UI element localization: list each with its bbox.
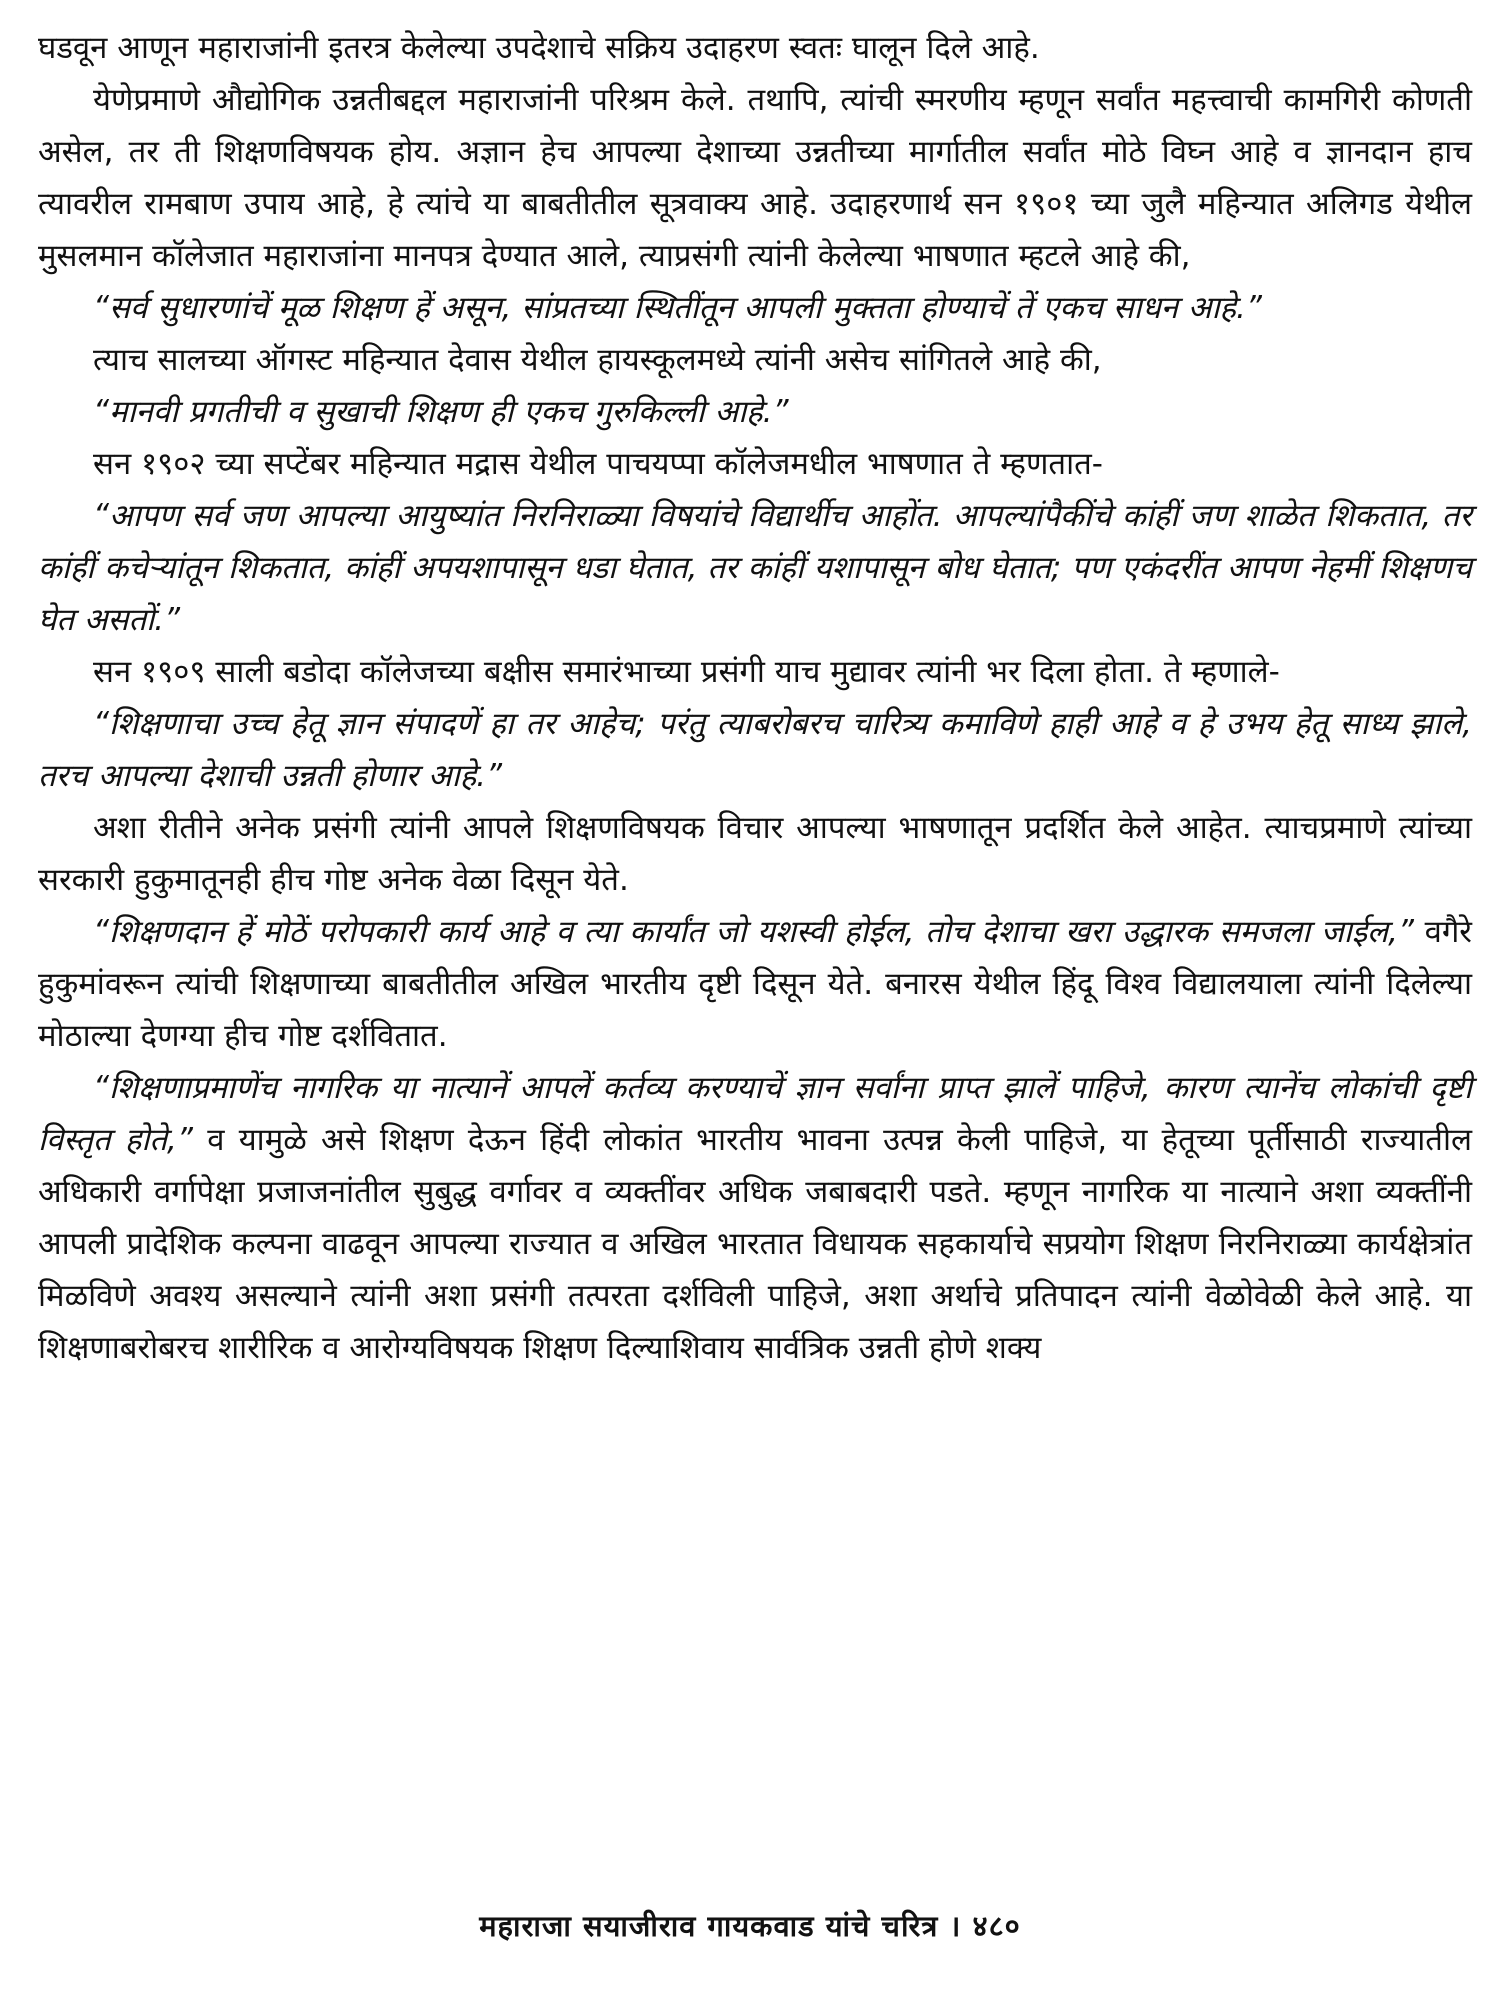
paragraph-with-quote xyxy=(38,906,1472,1062)
block-quote: “आपण सर्व जण आपल्या आयुष्यांत निरनिराळ्या विषयांचे विद्यार्थीच आहोंत. आपल्यांपैकींचे कांहीं जण शाळेत शिकतात, तर कांहीं कचेऱ्यांतून शिकतात, कांहीं अपयशापासून धडा घेतात, तर कांहीं यशापासून बोध घेतात; पण एकंदरींत आपण नेहमीं शिक्षणच घेत असतों.” xyxy=(38,498,1472,638)
paragraph-with-quote xyxy=(38,1062,1472,1374)
inline-quote: “शिक्षणाप्रमाणेंच नागरिक या नात्यानें आपलें कर्तव्य करण्याचें ज्ञान सर्वांना प्राप्त झालें पाहिजे, कारण त्यानेंच लोकांची दृष्टी विस्तृत होते,” xyxy=(38,1070,1472,1158)
block-quote: “सर्व सुधारणांचें मूळ शिक्षण हें असून, सांप्रतच्या स्थितींतून आपली मुक्तता होण्याचें तें एकच साधन आहे.” xyxy=(93,290,1262,326)
paragraph-text: वगैरे हुकुमांवरून त्यांची शिक्षणाच्या बाबतीतील अखिल भारतीय दृष्टी दिसून येते. बनारस येथील हिंदू विश्व विद्यालयाला त्यांनी दिलेल्या मोठाल्या देणग्या हीच गोष्ट दर्शवितात. xyxy=(38,914,1472,1054)
page-footer: महाराजा सयाजीराव गायकवाड यांचे चरित्र । ४८० xyxy=(479,1909,1021,1943)
paragraph: सन १९०९ साली बडोदा कॉलेजच्या बक्षीस समारंभाच्या प्रसंगी याच मुद्यावर त्यांनी भर दिला होता. ते म्हणाले- xyxy=(93,654,1280,690)
block-quote: “शिक्षणाचा उच्च हेतू ज्ञान संपादणें हा तर आहेच; परंतु त्याबरोबरच चारित्र्य कमाविणे हाही आहे व हे उभय हेतू साध्य झाले, तरच आपल्या देशाची उन्नती होणार आहे.” xyxy=(38,706,1472,794)
block-quote: “मानवी प्रगतीची व सुखाची शिक्षण ही एकच गुरुकिल्ली आहे.” xyxy=(93,394,789,430)
page-body xyxy=(38,22,1472,1972)
paragraph-text: व यामुळे असे शिक्षण देऊन हिंदी लोकांत भारतीय भावना उत्पन्न केली पाहिजे, या हेतूच्या पूर्तीसाठी राज्यातील अधिकारी वर्गापेक्षा प्रजाजनांतील सुबुद्ध वर्गावर व व्यक्तींवर अधिक जबाबदारी पडते. म्हणून नागरिक या नात्याने अशा व्यक्तींनी आपली प्रादेशिक कल्पना वाढवून आपल्या राज्यात व अखिल भारतात विधायक सहकार्याचे सप्रयोग शिक्षण निरनिराळ्या कार्यक्षेत्रांत मिळविणे अवश्य असल्याने त्यांनी अशा प्रसंगी तत्परता दर्शविली पाहिजे, अशा अर्थाचे प्रतिपादन त्यांनी वेळोवेळी केले आहे. या शिक्षणाबरोबरच शारीरिक व आरोग्यविषयक शिक्षण दिल्याशिवाय सार्वत्रिक उन्नती होणे शक्य xyxy=(38,1122,1472,1366)
inline-quote: “शिक्षणदान हें मोठें परोपकारी कार्य आहे व त्या कार्यांत जो यशस्वी होईल, तोच देशाचा खरा उद्धारक समजला जाईल,” xyxy=(93,914,1414,950)
paragraph: घडवून आणून महाराजांनी इतरत्र केलेल्या उपदेशाचे सक्रिय उदाहरण स्वतः घालून दिले आहे. xyxy=(38,30,1040,66)
paragraph: येणेप्रमाणे औद्योगिक उन्नतीबद्दल महाराजांनी परिश्रम केले. तथापि, त्यांची स्मरणीय म्हणून सर्वांत महत्त्वाची कामगिरी कोणती असेल, तर ती शिक्षणविषयक होय. अज्ञान हेच आपल्या देशाच्या उन्नतीच्या मार्गातील सर्वांत मोठे विघ्न आहे व ज्ञानदान हाच त्यावरील रामबाण उपाय आहे, हे त्यांचे या बाबतीतील सूत्रवाक्य आहे. उदाहरणार्थ सन १९०१ च्या जुलै महिन्यात अलिगड येथील मुसलमान कॉलेजात महाराजांना मानपत्र देण्यात आले, त्याप्रसंगी त्यांनी केलेल्या भाषणात म्हटले आहे की, xyxy=(38,82,1472,274)
paragraph: सन १९०२ च्या सप्टेंबर महिन्यात मद्रास येथील पाचयप्पा कॉलेजमधील भाषणात ते म्हणतात- xyxy=(93,446,1103,482)
paragraph: अशा रीतीने अनेक प्रसंगी त्यांनी आपले शिक्षणविषयक विचार आपल्या भाषणातून प्रदर्शित केले आहेत. त्याचप्रमाणे त्यांच्या सरकारी हुकुमातूनही हीच गोष्ट अनेक वेळा दिसून येते. xyxy=(38,810,1472,898)
paragraph: त्याच सालच्या ऑगस्ट महिन्यात देवास येथील हायस्कूलमध्ये त्यांनी असेच सांगितले आहे की, xyxy=(93,342,1102,378)
